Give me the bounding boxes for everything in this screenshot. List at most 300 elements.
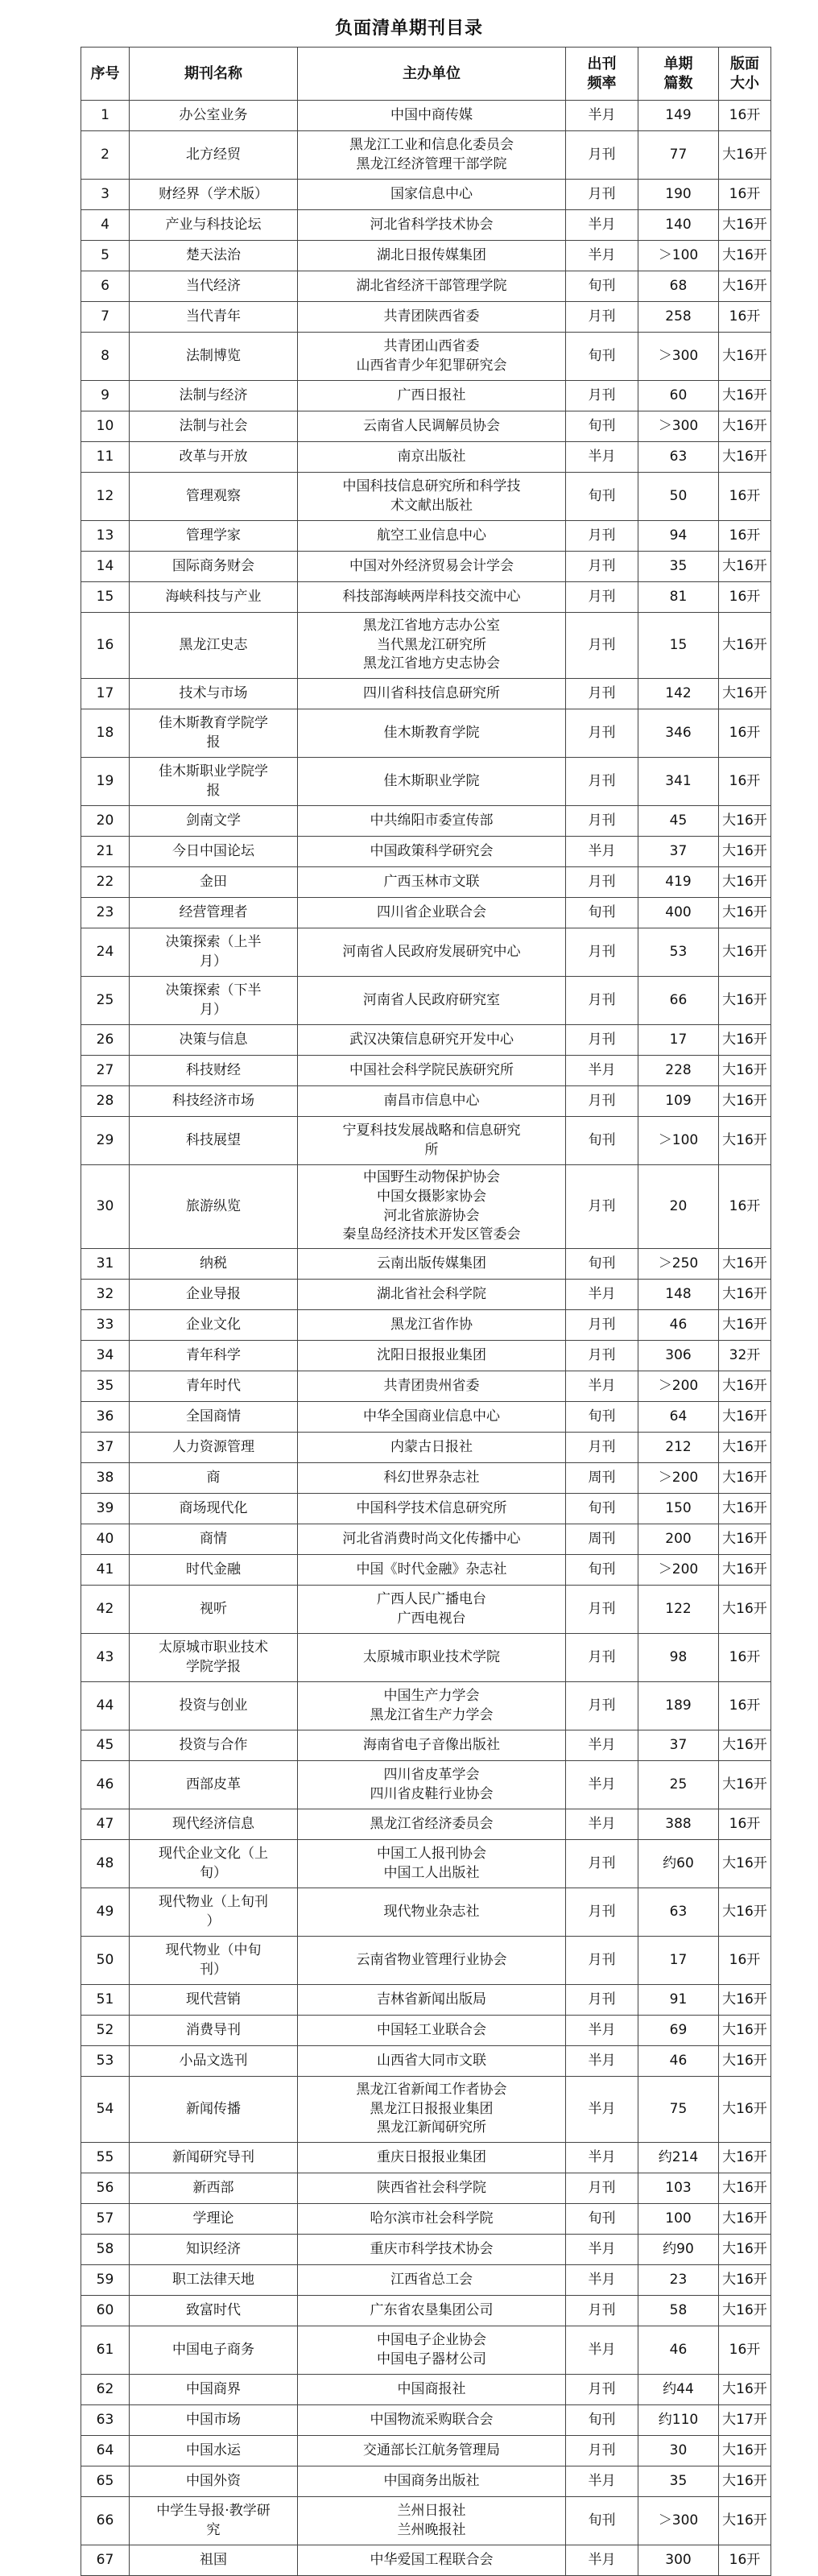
cell-frequency: 月刊 [566,1840,638,1888]
cell-sponsor: 黑龙江省作协 [298,1310,566,1341]
cell-articles: ＞300 [638,333,719,381]
cell-index: 26 [81,1025,130,1056]
cell-sponsor: 武汉决策信息研究开发中心 [298,1025,566,1056]
cell-index: 27 [81,1056,130,1086]
cell-frequency: 旬刊 [566,2405,638,2436]
cell-journal-name: 学理论 [130,2204,298,2235]
cell-journal-name: 当代经济 [130,271,298,302]
cell-journal-name: 产业与科技论坛 [130,210,298,241]
table-row [81,1840,771,1888]
cell-page-size: 大16开 [719,2375,771,2405]
table-row [81,101,771,131]
cell-journal-name: 技术与市场 [130,679,298,709]
cell-page-size: 大16开 [719,1402,771,1433]
cell-journal-name: 职工法律天地 [130,2265,298,2296]
cell-journal-name: 视听 [130,1586,298,1634]
cell-index: 58 [81,2235,130,2265]
cell-sponsor: 河南省人民政府发展研究中心 [298,928,566,977]
cell-frequency: 半月 [566,1371,638,1402]
cell-articles: 35 [638,2466,719,2497]
table-row [81,2204,771,2235]
cell-index: 23 [81,898,130,928]
cell-articles: 212 [638,1433,719,1463]
cell-index: 50 [81,1937,130,1985]
cell-index: 20 [81,806,130,837]
cell-sponsor: 江西省总工会 [298,2265,566,2296]
cell-index: 60 [81,2296,130,2326]
cell-articles: ＞200 [638,1555,719,1586]
table-row [81,131,771,180]
cell-journal-name: 全国商情 [130,1402,298,1433]
table-row [81,302,771,333]
cell-page-size: 32开 [719,1341,771,1371]
cell-journal-name: 时代金融 [130,1555,298,1586]
cell-page-size: 大16开 [719,679,771,709]
table-row [81,271,771,302]
cell-articles: 37 [638,837,719,867]
cell-journal-name: 决策探索（上半 月） [130,928,298,977]
cell-journal-name: 商 [130,1463,298,1494]
header-sponsor: 主办单位 [298,48,566,101]
cell-journal-name: 办公室业务 [130,101,298,131]
cell-index: 7 [81,302,130,333]
table-row [81,1494,771,1524]
cell-sponsor: 黑龙江工业和信息化委员会 黑龙江经济管理干部学院 [298,131,566,180]
cell-page-size: 16开 [719,1809,771,1840]
table-row [81,758,771,806]
cell-index: 28 [81,1086,130,1117]
cell-index: 3 [81,180,130,210]
cell-index: 13 [81,521,130,552]
cell-frequency: 月刊 [566,1433,638,1463]
cell-index: 35 [81,1371,130,1402]
table-row [81,2235,771,2265]
cell-frequency: 半月 [566,1809,638,1840]
cell-frequency: 月刊 [566,709,638,758]
cell-frequency: 半月 [566,1280,638,1310]
cell-sponsor: 佳木斯职业学院 [298,758,566,806]
cell-journal-name: 中国外资 [130,2466,298,2497]
cell-journal-name: 决策探索（下半 月） [130,977,298,1025]
cell-journal-name: 佳木斯职业学院学 报 [130,758,298,806]
cell-page-size: 大16开 [719,2265,771,2296]
table-row [81,1025,771,1056]
cell-articles: 140 [638,210,719,241]
cell-journal-name: 纳税 [130,1249,298,1280]
table-row [81,2545,771,2576]
cell-sponsor: 云南省人民调解员协会 [298,411,566,442]
cell-journal-name: 海峡科技与产业 [130,582,298,613]
cell-articles: 37 [638,1730,719,1761]
cell-frequency: 半月 [566,2545,638,2576]
cell-articles: 46 [638,2046,719,2077]
cell-journal-name: 剑南文学 [130,806,298,837]
cell-journal-name: 青年时代 [130,1371,298,1402]
cell-frequency: 月刊 [566,867,638,898]
cell-page-size: 大16开 [719,1730,771,1761]
cell-page-size: 大16开 [719,867,771,898]
cell-journal-name: 现代物业（上旬刊 ） [130,1888,298,1937]
cell-frequency: 月刊 [566,1341,638,1371]
cell-frequency: 月刊 [566,521,638,552]
cell-sponsor: 科技部海峡两岸科技交流中心 [298,582,566,613]
cell-articles: 63 [638,1888,719,1937]
table-row [81,898,771,928]
header-articles: 单期 篇数 [638,48,719,101]
cell-journal-name: 黑龙江史志 [130,613,298,679]
table-row [81,2326,771,2375]
cell-frequency: 月刊 [566,1634,638,1682]
cell-journal-name: 今日中国论坛 [130,837,298,867]
cell-articles: 60 [638,381,719,411]
table-row [81,2077,771,2143]
cell-sponsor: 云南省物业管理行业协会 [298,1937,566,1985]
table-row [81,1433,771,1463]
cell-articles: 341 [638,758,719,806]
cell-frequency: 月刊 [566,552,638,582]
cell-articles: 68 [638,271,719,302]
cell-index: 41 [81,1555,130,1586]
cell-journal-name: 人力资源管理 [130,1433,298,1463]
cell-frequency: 半月 [566,837,638,867]
cell-page-size: 大16开 [719,1494,771,1524]
cell-sponsor: 共青团陕西省委 [298,302,566,333]
cell-page-size: 大16开 [719,1888,771,1937]
cell-frequency: 半月 [566,2265,638,2296]
cell-index: 55 [81,2143,130,2173]
cell-articles: 300 [638,2545,719,2576]
cell-journal-name: 北方经贸 [130,131,298,180]
cell-frequency: 旬刊 [566,1494,638,1524]
cell-index: 5 [81,241,130,271]
cell-frequency: 半月 [566,2077,638,2143]
cell-index: 61 [81,2326,130,2375]
cell-page-size: 16开 [719,521,771,552]
cell-articles: 66 [638,977,719,1025]
cell-frequency: 月刊 [566,2296,638,2326]
cell-frequency: 半月 [566,1056,638,1086]
cell-sponsor: 中华爱国工程联合会 [298,2545,566,2576]
table-row [81,1586,771,1634]
cell-index: 4 [81,210,130,241]
cell-sponsor: 南昌市信息中心 [298,1086,566,1117]
table-row [81,2436,771,2466]
table-row [81,442,771,473]
table-row [81,1086,771,1117]
cell-sponsor: 共青团贵州省委 [298,1371,566,1402]
cell-articles: 388 [638,1809,719,1840]
cell-articles: 20 [638,1165,719,1249]
table-row [81,1117,771,1165]
cell-index: 36 [81,1402,130,1433]
cell-frequency: 月刊 [566,928,638,977]
cell-sponsor: 四川省企业联合会 [298,898,566,928]
cell-sponsor: 山西省大同市文联 [298,2046,566,2077]
cell-index: 53 [81,2046,130,2077]
cell-frequency: 旬刊 [566,473,638,521]
cell-articles: 346 [638,709,719,758]
cell-page-size: 大16开 [719,381,771,411]
cell-articles: 50 [638,473,719,521]
table-row [81,241,771,271]
cell-page-size: 大16开 [719,1840,771,1888]
cell-journal-name: 法制博览 [130,333,298,381]
table-row [81,333,771,381]
cell-index: 32 [81,1280,130,1310]
cell-sponsor: 湖北省社会科学院 [298,1280,566,1310]
cell-page-size: 大16开 [719,898,771,928]
cell-articles: 17 [638,1937,719,1985]
cell-frequency: 月刊 [566,1888,638,1937]
cell-frequency: 月刊 [566,381,638,411]
cell-page-size: 大16开 [719,333,771,381]
cell-sponsor: 中国社会科学院民族研究所 [298,1056,566,1086]
cell-page-size: 16开 [719,758,771,806]
cell-articles: 69 [638,2016,719,2046]
cell-articles: 100 [638,2204,719,2235]
cell-journal-name: 现代营销 [130,1985,298,2016]
cell-page-size: 大16开 [719,2173,771,2204]
cell-articles: 189 [638,1682,719,1730]
table-row [81,613,771,679]
cell-page-size: 大16开 [719,1025,771,1056]
cell-sponsor: 佳木斯教育学院 [298,709,566,758]
header-journal-name: 期刊名称 [130,48,298,101]
cell-page-size: 16开 [719,2545,771,2576]
cell-articles: 15 [638,613,719,679]
cell-sponsor: 河北省科学技术协会 [298,210,566,241]
cell-frequency: 月刊 [566,1682,638,1730]
cell-sponsor: 广西人民广播电台 广西电视台 [298,1586,566,1634]
cell-frequency: 旬刊 [566,1117,638,1165]
cell-sponsor: 吉林省新闻出版局 [298,1985,566,2016]
cell-journal-name: 财经界（学术版） [130,180,298,210]
cell-page-size: 16开 [719,709,771,758]
cell-articles: 150 [638,1494,719,1524]
cell-articles: 35 [638,552,719,582]
cell-index: 11 [81,442,130,473]
table-row [81,867,771,898]
cell-index: 64 [81,2436,130,2466]
cell-journal-name: 改革与开放 [130,442,298,473]
cell-journal-name: 中国商界 [130,2375,298,2405]
cell-articles: 25 [638,1761,719,1809]
cell-journal-name: 中国电子商务 [130,2326,298,2375]
cell-journal-name: 管理观察 [130,473,298,521]
table-row [81,1341,771,1371]
cell-frequency: 旬刊 [566,1555,638,1586]
cell-page-size: 大16开 [719,1555,771,1586]
table-row [81,1682,771,1730]
cell-frequency: 月刊 [566,180,638,210]
cell-page-size: 大16开 [719,837,771,867]
cell-index: 37 [81,1433,130,1463]
cell-index: 1 [81,101,130,131]
cell-sponsor: 国家信息中心 [298,180,566,210]
cell-frequency: 旬刊 [566,2204,638,2235]
cell-journal-name: 现代企业文化（上 旬） [130,1840,298,1888]
table-row [81,521,771,552]
cell-sponsor: 广西日报社 [298,381,566,411]
cell-index: 21 [81,837,130,867]
table-row [81,582,771,613]
table-row [81,1888,771,1937]
cell-index: 52 [81,2016,130,2046]
cell-sponsor: 黑龙江省经济委员会 [298,1809,566,1840]
cell-journal-name: 小品文选刊 [130,2046,298,2077]
cell-page-size: 16开 [719,1634,771,1682]
cell-articles: ＞300 [638,411,719,442]
cell-index: 24 [81,928,130,977]
table-row [81,552,771,582]
cell-page-size: 大16开 [719,2235,771,2265]
cell-frequency: 半月 [566,2016,638,2046]
table-row [81,2143,771,2173]
cell-journal-name: 科技经济市场 [130,1086,298,1117]
cell-sponsor: 中国中商传媒 [298,101,566,131]
cell-index: 57 [81,2204,130,2235]
table-row [81,1463,771,1494]
table-row [81,210,771,241]
cell-page-size: 16开 [719,473,771,521]
cell-page-size: 大16开 [719,210,771,241]
cell-frequency: 半月 [566,2466,638,2497]
cell-index: 10 [81,411,130,442]
table-row [81,2405,771,2436]
cell-journal-name: 科技展望 [130,1117,298,1165]
table-row [81,1280,771,1310]
cell-journal-name: 致富时代 [130,2296,298,2326]
cell-index: 9 [81,381,130,411]
cell-frequency: 月刊 [566,582,638,613]
cell-articles: 103 [638,2173,719,2204]
cell-index: 54 [81,2077,130,2143]
cell-frequency: 半月 [566,241,638,271]
table-row [81,2046,771,2077]
cell-index: 59 [81,2265,130,2296]
cell-articles: 约214 [638,2143,719,2173]
cell-frequency: 月刊 [566,977,638,1025]
cell-frequency: 月刊 [566,2436,638,2466]
cell-articles: ＞300 [638,2497,719,2545]
cell-journal-name: 法制与经济 [130,381,298,411]
cell-journal-name: 金田 [130,867,298,898]
cell-page-size: 大16开 [719,2204,771,2235]
table-row [81,1402,771,1433]
cell-journal-name: 现代经济信息 [130,1809,298,1840]
table-row [81,2375,771,2405]
cell-frequency: 半月 [566,1730,638,1761]
cell-articles: 91 [638,1985,719,2016]
cell-page-size: 大16开 [719,552,771,582]
cell-sponsor: 广西玉林市文联 [298,867,566,898]
cell-frequency: 旬刊 [566,1249,638,1280]
cell-journal-name: 青年科学 [130,1341,298,1371]
cell-articles: ＞200 [638,1463,719,1494]
cell-frequency: 月刊 [566,2375,638,2405]
cell-articles: 30 [638,2436,719,2466]
table-row [81,837,771,867]
cell-frequency: 半月 [566,2143,638,2173]
cell-articles: 75 [638,2077,719,2143]
table-row [81,381,771,411]
cell-frequency: 月刊 [566,131,638,180]
cell-index: 51 [81,1985,130,2016]
cell-journal-name: 祖国 [130,2545,298,2576]
cell-sponsor: 太原城市职业技术学院 [298,1634,566,1682]
cell-sponsor: 云南出版传媒集团 [298,1249,566,1280]
cell-sponsor: 河南省人民政府研究室 [298,977,566,1025]
cell-page-size: 大16开 [719,2497,771,2545]
table-row [81,1165,771,1249]
header-page-size: 版面 大小 [719,48,771,101]
cell-sponsor: 中国生产力学会 黑龙江省生产力学会 [298,1682,566,1730]
cell-index: 45 [81,1730,130,1761]
cell-page-size: 16开 [719,2326,771,2375]
cell-index: 29 [81,1117,130,1165]
cell-journal-name: 新西部 [130,2173,298,2204]
cell-articles: 23 [638,2265,719,2296]
cell-frequency: 周刊 [566,1524,638,1555]
cell-page-size: 大16开 [719,131,771,180]
cell-articles: 45 [638,806,719,837]
table-row [81,2265,771,2296]
cell-journal-name: 商场现代化 [130,1494,298,1524]
cell-page-size: 大16开 [719,1586,771,1634]
cell-articles: 419 [638,867,719,898]
cell-index: 17 [81,679,130,709]
cell-index: 42 [81,1586,130,1634]
cell-index: 33 [81,1310,130,1341]
table-row [81,2296,771,2326]
cell-articles: 58 [638,2296,719,2326]
cell-sponsor: 中国野生动物保护协会 中国女摄影家协会 河北省旅游协会 秦皇岛经济技术开发区管委会 [298,1165,566,1249]
table-row [81,709,771,758]
cell-frequency: 月刊 [566,302,638,333]
table-header-row [81,48,771,101]
cell-page-size: 大16开 [719,977,771,1025]
table-row [81,1249,771,1280]
cell-sponsor: 中国商报社 [298,2375,566,2405]
cell-sponsor: 兰州日报社 兰州晚报社 [298,2497,566,2545]
table-row [81,1371,771,1402]
cell-frequency: 旬刊 [566,2497,638,2545]
cell-sponsor: 湖北日报传媒集团 [298,241,566,271]
cell-articles: 400 [638,898,719,928]
cell-frequency: 旬刊 [566,411,638,442]
cell-index: 34 [81,1341,130,1371]
cell-frequency: 半月 [566,210,638,241]
cell-sponsor: 四川省科技信息研究所 [298,679,566,709]
cell-sponsor: 中国轻工业联合会 [298,2016,566,2046]
cell-sponsor: 中国商务出版社 [298,2466,566,2497]
cell-journal-name: 法制与社会 [130,411,298,442]
cell-page-size: 16开 [719,180,771,210]
cell-page-size: 大16开 [719,2077,771,2143]
table-row [81,2466,771,2497]
cell-frequency: 月刊 [566,1985,638,2016]
cell-index: 43 [81,1634,130,1682]
table-row [81,2173,771,2204]
cell-articles: 53 [638,928,719,977]
cell-frequency: 半月 [566,442,638,473]
cell-sponsor: 科幻世界杂志社 [298,1463,566,1494]
cell-page-size: 大16开 [719,1249,771,1280]
cell-journal-name: 中国水运 [130,2436,298,2466]
cell-articles: 64 [638,1402,719,1433]
cell-articles: 200 [638,1524,719,1555]
table-row [81,679,771,709]
